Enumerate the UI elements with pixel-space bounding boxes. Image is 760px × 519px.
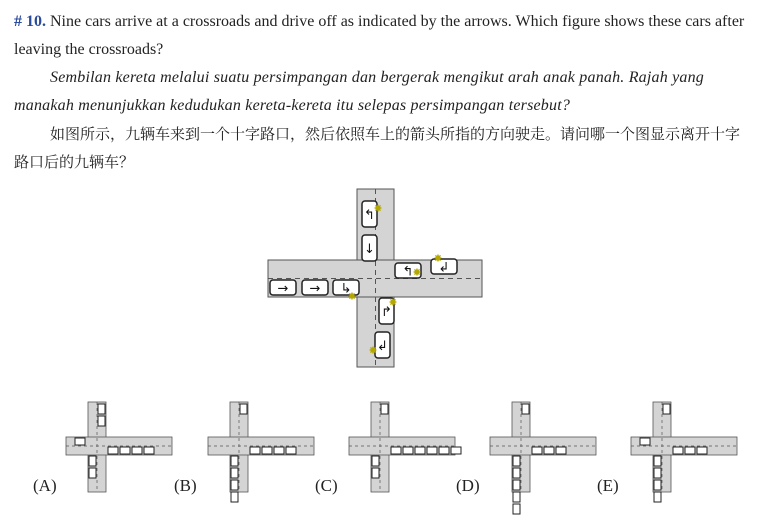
option-car <box>654 468 661 478</box>
option-car <box>685 447 695 454</box>
car-arrow: ↱ <box>381 305 392 320</box>
option-label[interactable]: (E) <box>597 476 619 495</box>
option-diagram[interactable] <box>66 402 172 492</box>
option-diagram[interactable] <box>631 402 737 502</box>
option-car <box>654 456 661 466</box>
option-car <box>391 447 401 454</box>
car-arrow: → <box>309 281 321 297</box>
option-car <box>231 480 238 490</box>
option-car <box>120 447 130 454</box>
option-car <box>663 404 670 414</box>
option-car <box>513 492 520 502</box>
option-diagram[interactable] <box>349 402 461 492</box>
option-car <box>372 468 379 478</box>
option-car <box>274 447 284 454</box>
signal-icon: ✸ <box>412 266 422 279</box>
option-label[interactable]: (A) <box>33 476 57 495</box>
option-label[interactable]: (C) <box>315 476 338 495</box>
option-car <box>654 480 661 490</box>
option-car <box>403 447 413 454</box>
option-car <box>640 438 650 445</box>
option-car <box>544 447 554 454</box>
car-arrow: ↰ <box>402 264 414 280</box>
option-car <box>532 447 542 454</box>
option-car <box>240 404 247 414</box>
option-car <box>108 447 118 454</box>
option-car <box>513 468 520 478</box>
signal-icon: ✸ <box>388 296 398 309</box>
option-car <box>231 456 238 466</box>
option-diagram[interactable] <box>208 402 314 502</box>
option-car <box>673 447 683 454</box>
option-car <box>75 438 85 445</box>
option-car <box>286 447 296 454</box>
option-car <box>697 447 707 454</box>
question-english-text: Nine cars arrive at a crossroads and drive off as indicated by the arrows. Which figure shows these cars after leaving the crossroads? <box>14 13 745 58</box>
option-diagram[interactable] <box>490 402 596 514</box>
car-arrow: ↳ <box>340 281 352 297</box>
question-number: # 10. <box>14 13 46 30</box>
option-car <box>89 468 96 478</box>
option-car <box>132 447 142 454</box>
option-label[interactable]: (B) <box>174 476 197 495</box>
car-arrow: ↰ <box>364 208 375 223</box>
option-car <box>513 504 520 514</box>
option-car <box>381 404 388 414</box>
question-chinese-text: 如图所示，九辆车来到一个十字路口，然后依照车上的箭头所指的方向驶走。请问哪一个图显示离开十字路口后的九辆车？ <box>14 125 741 171</box>
option-car <box>262 447 272 454</box>
signal-icon: ✸ <box>368 344 378 357</box>
question-malay-text: Sembilan kereta melalui suatu persimpangan dan bergerak mengikut arah anak panah. Rajah yang manakah menunjukkan kedudukan kereta-kereta itu selepas persimpangan tersebut? <box>14 69 705 114</box>
option-car <box>231 492 238 502</box>
option-car <box>98 404 105 414</box>
option-car <box>231 468 238 478</box>
car-arrow: ↓ <box>364 242 375 257</box>
car-arrow: ↲ <box>377 339 388 354</box>
signal-icon: ✸ <box>433 252 443 265</box>
signal-icon: ✸ <box>373 202 383 215</box>
option-car <box>415 447 425 454</box>
option-car <box>522 404 529 414</box>
option-car <box>451 447 461 454</box>
option-car <box>144 447 154 454</box>
option-car <box>98 416 105 426</box>
signal-icon: ✸ <box>347 290 357 303</box>
option-car <box>250 447 260 454</box>
car-arrow: → <box>277 281 289 297</box>
option-car <box>89 456 96 466</box>
option-car <box>513 456 520 466</box>
option-car <box>372 456 379 466</box>
option-car <box>654 492 661 502</box>
car-arrow: ↲ <box>438 260 450 276</box>
option-car <box>556 447 566 454</box>
option-car <box>427 447 437 454</box>
option-car <box>439 447 449 454</box>
option-label[interactable]: (D) <box>456 476 480 495</box>
option-car <box>513 480 520 490</box>
